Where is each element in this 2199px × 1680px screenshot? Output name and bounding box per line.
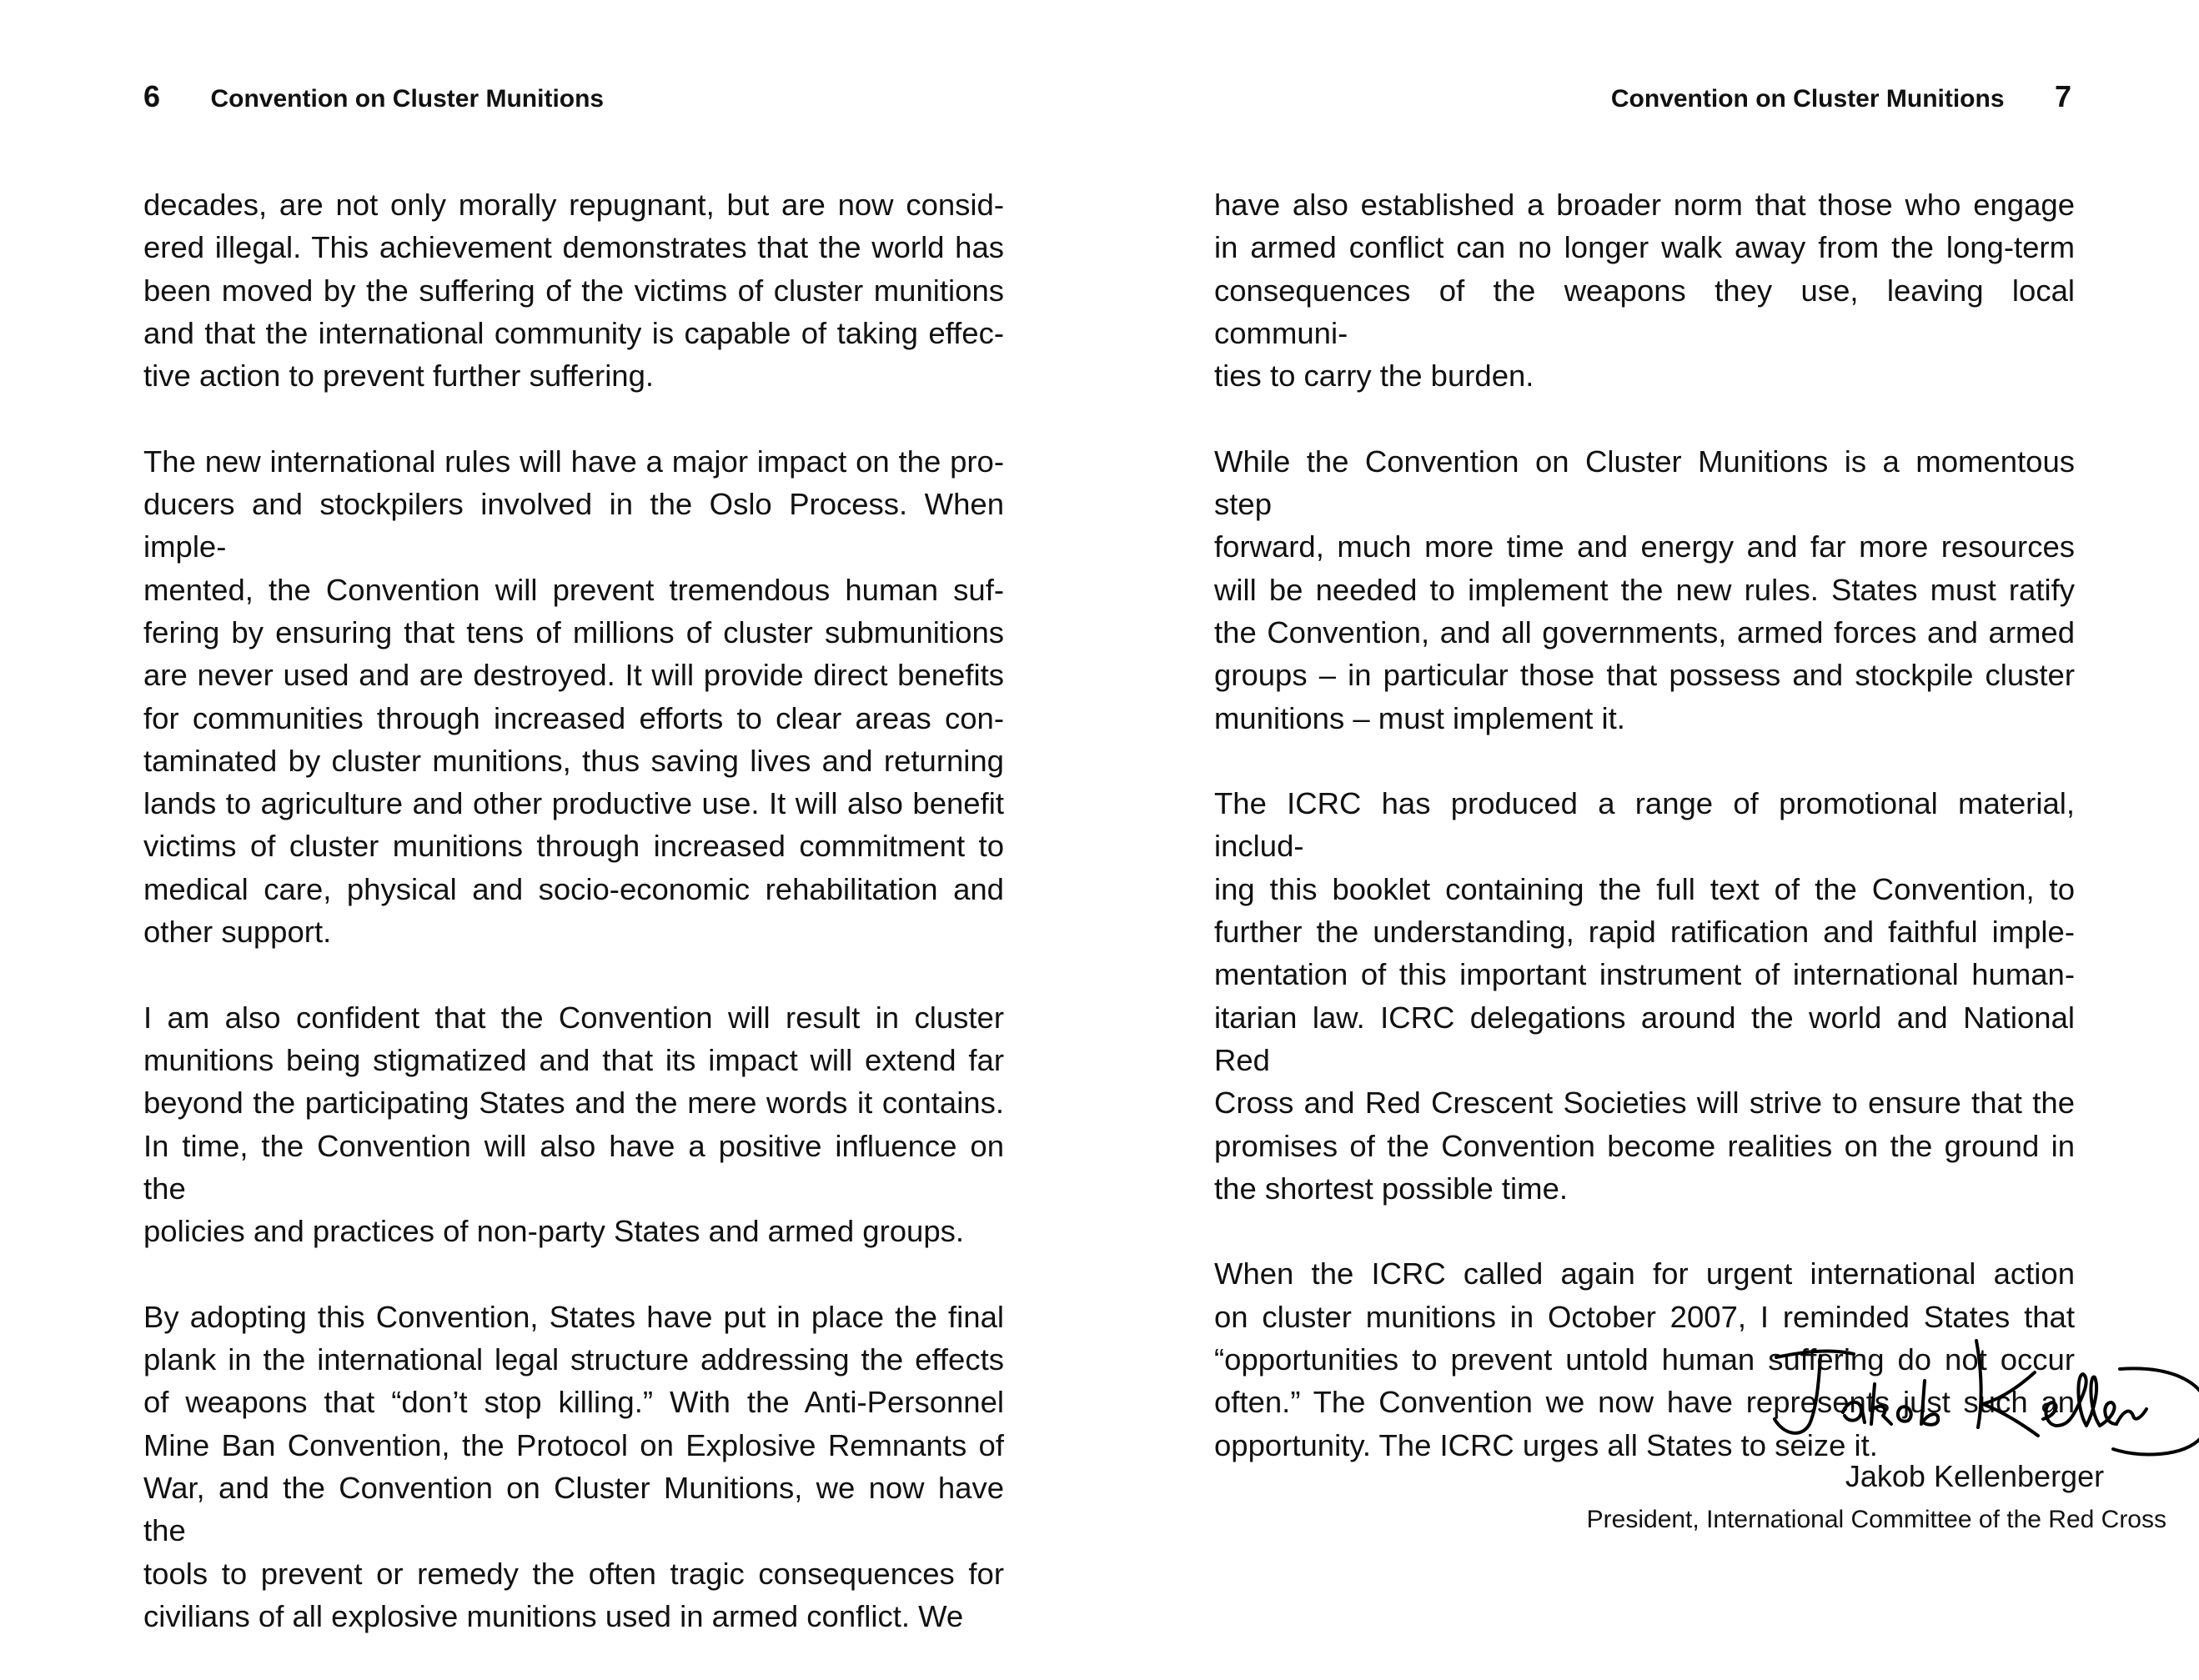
text-line: tools to prevent or remedy the often tragic consequences for: [143, 1556, 1004, 1591]
right-page: [1099, 0, 2199, 1632]
text-line: opportunity. The ICRC urges all States to seize it.: [1214, 1427, 1878, 1462]
text-line: consequences of the weapons they use, leaving local communi-: [1214, 273, 2075, 350]
text-line: The new international rules will have a major impact on the pro-: [143, 444, 1004, 479]
right-page-header: [1611, 79, 2071, 114]
text-line: been moved by the suffering of the victims of cluster munitions: [143, 273, 1004, 308]
text-line: other support.: [143, 915, 332, 950]
left-paragraph-1: [143, 183, 1004, 397]
text-line: have also established a broader norm that those who engage: [1214, 188, 2075, 222]
text-line: fering by ensuring that tens of millions of cluster submunitions: [143, 614, 1004, 649]
right-paragraph-3: [1214, 782, 2075, 1210]
left-paragraph-2: [143, 440, 1004, 954]
text-line: decades, are not only morally repugnant, but are now consid-: [143, 188, 1004, 222]
text-line: policies and practices of non-party States and armed groups.: [143, 1214, 965, 1249]
text-line: promises of the Convention become realities on the ground in: [1214, 1128, 2075, 1163]
text-line: of weapons that “don’t stop killing.” With the Anti-Personnel: [143, 1385, 1004, 1420]
text-line: In time, the Convention will also have a positive influence on the: [143, 1128, 1004, 1206]
text-line: often.” The Convention we now have represents just such an: [1214, 1385, 2075, 1420]
text-line: medical care, physical and socio-economic rehabilitation and: [143, 871, 1004, 906]
text-line: munitions – must implement it.: [1214, 700, 1625, 735]
text-line: plank in the international legal structure addressing the effects: [143, 1342, 1004, 1377]
text-line: civilians of all explosive munitions used in armed conflict. We: [143, 1598, 964, 1633]
left-page: [0, 0, 1099, 1632]
text-line: tive action to prevent further suffering.: [143, 359, 655, 394]
text-line: I am also confident that the Convention will result in cluster: [143, 1000, 1004, 1035]
text-line: groups – in particular those that possess and stockpile cluster: [1214, 658, 2075, 693]
text-line: beyond the participating States and the mere words it contains.: [143, 1086, 1004, 1121]
text-line: munitions being stigmatized and that its impact will extend far: [143, 1042, 1004, 1077]
text-line: taminated by cluster munitions, thus saving lives and returning: [143, 743, 1004, 778]
signer-name: Jakob Kellenberger: [1845, 1459, 2105, 1493]
text-line: are never used and are destroyed. It will provide direct benefits: [143, 658, 1004, 693]
left-page-number: 6: [143, 79, 161, 113]
text-line: ties to carry the burden.: [1214, 359, 1534, 394]
text-line: itarian law. ICRC delegations around the world and National Red: [1214, 1000, 2075, 1077]
text-line: for communities through increased efforts to clear areas con-: [143, 700, 1004, 735]
left-body-text: [143, 183, 1004, 1680]
text-line: further the understanding, rapid ratification and faithful imple-: [1214, 915, 2075, 950]
left-paragraph-4: [143, 1296, 1004, 1637]
text-line: forward, much more time and energy and far more resources: [1214, 529, 2075, 564]
text-line: on cluster munitions in October 2007, I reminded States that: [1214, 1299, 2075, 1334]
text-line: victims of cluster munitions through increased commitment to: [143, 829, 1004, 864]
handwritten-signature: [1533, 1326, 2199, 1467]
text-line: mentation of this important instrument of international human-: [1214, 957, 2075, 992]
left-running-title: Convention on Cluster Munitions: [210, 85, 605, 113]
text-line: The ICRC has produced a range of promotional material, includ-: [1214, 786, 2075, 864]
right-paragraph-2: [1214, 440, 2075, 740]
right-page-number: 7: [2054, 79, 2071, 113]
text-line: Cross and Red Crescent Societies will strive to ensure that the: [1214, 1086, 2075, 1121]
signer-title: President, International Committee of the Red Cross: [1586, 1506, 2166, 1533]
text-line: the shortest possible time.: [1214, 1171, 1569, 1206]
left-paragraph-3: [143, 996, 1004, 1253]
text-line: and that the international community is capable of taking effec-: [143, 315, 1004, 350]
text-line: By adopting this Convention, States have put in place the final: [143, 1299, 1004, 1334]
text-line: ing this booklet containing the full text of the Convention, to: [1214, 871, 2075, 906]
text-line: When the ICRC called again for urgent international action: [1214, 1256, 2075, 1291]
text-line: Mine Ban Convention, the Protocol on Explosive Remnants of: [143, 1427, 1004, 1462]
text-line: ducers and stockpilers involved in the Oslo Process. When imple-: [143, 487, 1004, 564]
right-running-title: Convention on Cluster Munitions: [1610, 85, 2005, 113]
text-line: While the Convention on Cluster Munitions is a momentous step: [1214, 444, 2075, 522]
text-line: ered illegal. This achievement demonstrates that the world has: [143, 230, 1004, 265]
text-line: “opportunities to prevent untold human suffering do not occur: [1214, 1342, 2075, 1377]
right-paragraph-1: [1214, 183, 2075, 397]
text-line: mented, the Convention will prevent tremendous human suf-: [143, 572, 1004, 607]
left-page-header: [143, 79, 604, 114]
right-body-text: [1214, 183, 2075, 1509]
text-line: in armed conflict can no longer walk away from the long-term: [1214, 230, 2075, 265]
text-line: the Convention, and all governments, armed forces and armed: [1214, 614, 2075, 649]
text-line: War, and the Convention on Cluster Munitions, we now have the: [143, 1470, 1004, 1548]
text-line: will be needed to implement the new rules. States must ratify: [1214, 572, 2075, 607]
text-line: lands to agriculture and other productive use. It will also benefit: [143, 786, 1004, 821]
